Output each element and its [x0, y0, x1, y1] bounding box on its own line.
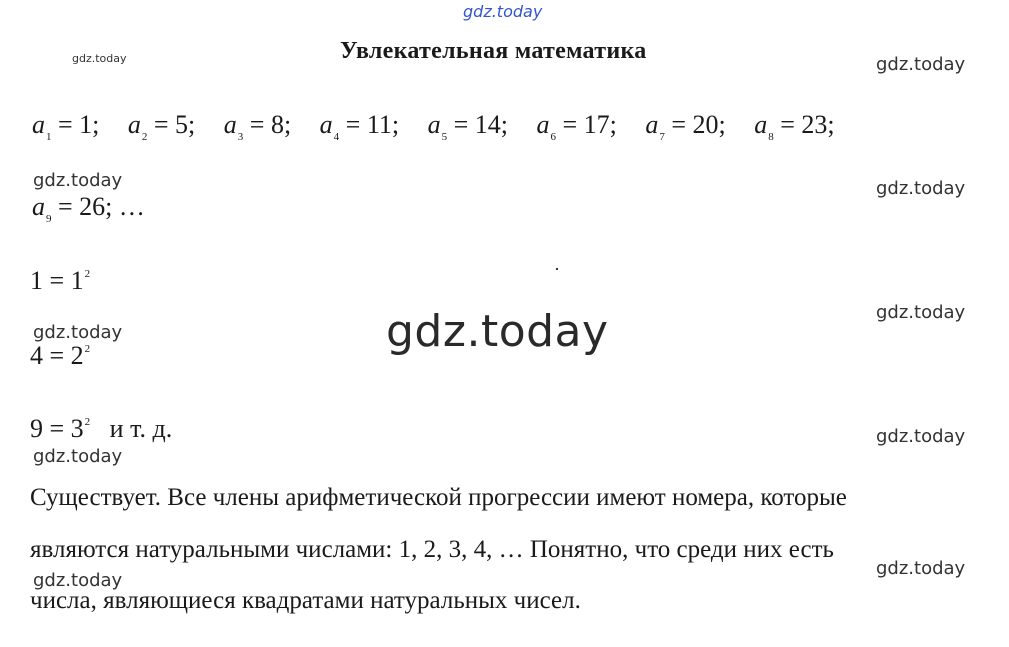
term-value: = 11;	[345, 110, 400, 139]
term-value: = 20;	[671, 110, 726, 139]
watermark: gdz.today	[33, 322, 123, 343]
term-index: 5	[441, 131, 448, 143]
term-var: a	[754, 110, 768, 139]
stray-dot	[556, 268, 558, 270]
square-lhs: 4 = 2	[30, 341, 84, 370]
square-lhs: 1 = 1	[30, 266, 84, 295]
sequence-term	[224, 110, 291, 143]
watermark: gdz.today	[876, 178, 966, 199]
watermark: gdz.today	[876, 54, 966, 75]
term-value: = 8;	[249, 110, 292, 139]
term-var: a	[127, 110, 141, 139]
term-var: a	[223, 110, 237, 139]
sequence-term	[536, 110, 616, 143]
sequence-term	[128, 110, 195, 143]
square-tail: и т. д.	[109, 414, 173, 443]
sequence-term	[428, 110, 508, 143]
paragraph-line: являются натуральными числами: 1, 2, 3, 4, … Понятно, что среди них есть	[30, 536, 834, 563]
term-index: 1	[46, 131, 52, 143]
paragraph-line: числа, являющиеся квадратами натуральных чисел.	[30, 587, 581, 614]
square-equation	[30, 341, 90, 371]
term-index: 4	[333, 131, 340, 143]
term-value: = 14;	[453, 110, 508, 139]
sequence-term	[320, 110, 399, 143]
term-value: = 23;	[780, 110, 835, 139]
square-exponent: 2	[84, 416, 91, 428]
term-var: a	[645, 110, 659, 139]
term-index: 2	[141, 131, 148, 143]
term-index: 9	[46, 213, 52, 225]
term-value: = 17;	[562, 110, 617, 139]
sequence-term	[754, 110, 834, 143]
watermark-top: gdz.today	[463, 2, 543, 21]
watermark: gdz.today	[33, 570, 123, 591]
watermark: gdz.today	[876, 426, 966, 447]
watermark-small: gdz.today	[72, 52, 127, 65]
square-equation	[30, 266, 90, 296]
sequence-row	[32, 110, 835, 143]
watermark: gdz.today	[33, 446, 123, 467]
page-title: Увлекательная математика	[340, 38, 647, 64]
term-var: a	[32, 110, 45, 139]
term-index: 3	[237, 131, 244, 143]
term-var: a	[427, 110, 441, 139]
square-exponent: 2	[84, 268, 91, 280]
square-equation	[30, 414, 172, 444]
term-var: a	[319, 110, 333, 139]
square-lhs: 9 = 3	[30, 414, 84, 443]
sequence-continuation	[32, 192, 145, 225]
term-value: = 5;	[153, 110, 196, 139]
paragraph-line: Существует. Все члены арифметической прогрессии имеют номера, которые	[30, 484, 847, 511]
watermark: gdz.today	[876, 558, 966, 579]
square-exponent: 2	[84, 343, 91, 355]
term-index: 6	[550, 131, 556, 143]
sequence-term	[645, 110, 725, 143]
sequence-term	[32, 110, 99, 143]
term-value: = 26; …	[58, 192, 145, 221]
watermark-center: gdz.today	[386, 306, 609, 357]
term-var: a	[32, 192, 45, 221]
term-index: 8	[768, 131, 774, 143]
term-var: a	[536, 110, 550, 139]
watermark: gdz.today	[876, 302, 966, 323]
term-value: = 1;	[58, 110, 100, 139]
watermark: gdz.today	[33, 170, 123, 191]
term-index: 7	[659, 131, 665, 143]
